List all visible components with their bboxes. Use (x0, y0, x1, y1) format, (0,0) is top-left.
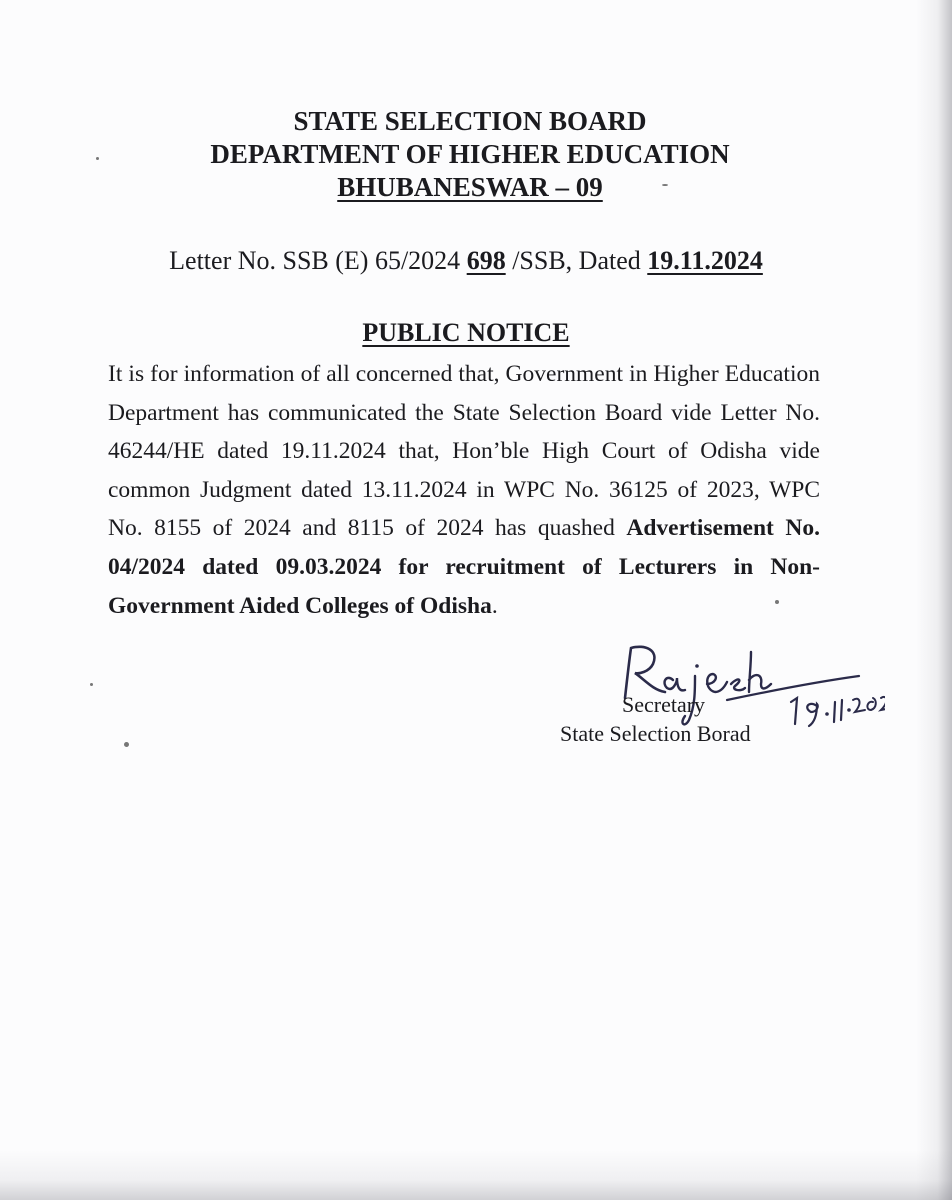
scan-speck (90, 683, 93, 686)
header-city: BHUBANESWAR – 09 (337, 172, 603, 202)
scan-edge-shadow (916, 0, 952, 1200)
scan-edge-shadow-bottom (0, 1150, 952, 1200)
header-department: DEPARTMENT OF HIGHER EDUCATION (210, 139, 730, 169)
letter-reference (0, 245, 932, 277)
signatory-organization: State Selection Borad (560, 721, 751, 746)
letter-date: 19.11.2024 (647, 246, 763, 275)
notice-body-end: . (491, 592, 498, 619)
notice-body (108, 355, 820, 625)
document-header (0, 105, 940, 204)
notice-title (0, 317, 932, 349)
scan-speck (124, 742, 129, 747)
letter-number: 698 (466, 246, 506, 275)
letter-mid: /SSB, Dated (505, 246, 648, 275)
notice-body-bold: Advertisement No. 04/2024 dated 09.03.2024 for recruitment of Lecturers in Non-Government Aided Colleges of Odisha (108, 515, 820, 619)
signature-block (560, 640, 890, 760)
letter-prefix: Letter No. SSB (E) 65/2024 (169, 246, 467, 275)
notice-title-text: PUBLIC NOTICE (362, 318, 570, 347)
signatory-title: Secretary (622, 692, 706, 717)
notice-body-plain: It is for information of all concerned that, Government in Higher Education Department has communicated the State Selection Board vide Letter No. 46244/HE dated 19.11.2024 that, Hon’ble High Court of Odisha vide common Judgment dated 13.11.2024 in WPC No. 36125 of 2023, WPC No. 8155 of 2024 and 8115 of 2024 has quashed (108, 361, 820, 542)
header-board-name: STATE SELECTION BOARD (293, 106, 647, 136)
